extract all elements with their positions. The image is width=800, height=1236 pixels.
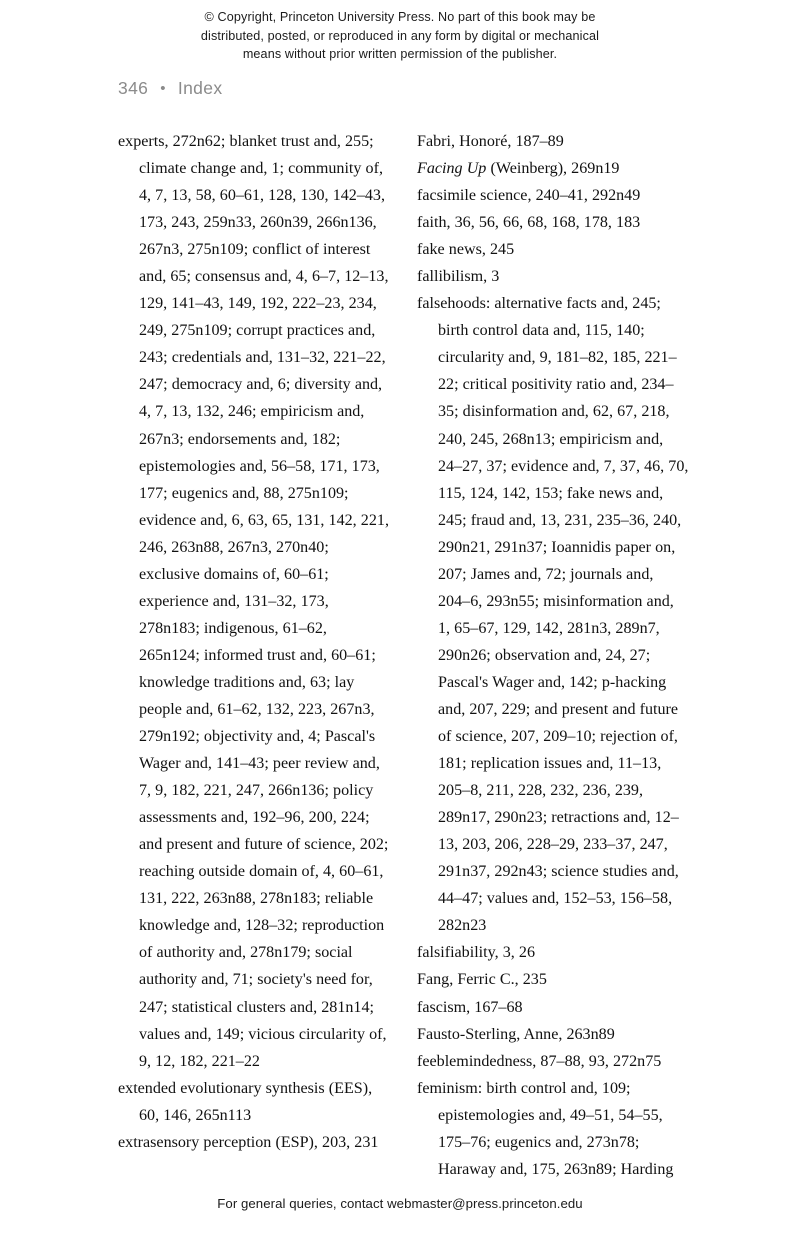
index-entry: Fang, Ferric C., 235: [417, 971, 547, 989]
index-entry: falsehoods: alternative facts and, 245; birth control data and, 115, 140; circularity and, 9, 181–82, 185, 221–22; critical positivity ratio and, 234–35; disinformation and, 62, 67, 218, 240, 245, 268n13; empiricism and, 24–27, 37; evidence and, 7, 37, 46, 70, 115, 124, 142, 153; fake news and, 245; fraud and, 13, 231, 235–36, 240, 290n21, 291n37; Ioannidis paper on, 207; James and, 72; journals and, 204–6, 293n55; misinformation and, 1, 65–67, 129, 142, 281n3, 289n7, 290n26; observation and, 24, 27; Pascal's Wager and, 142; p-hacking and, 207, 229; and present and future of science, 207, 209–10; rejection of, 181; replication issues and, 11–13, 205–8, 211, 228, 232, 236, 239, 289n17, 290n23; retractions and, 12–13, 203, 206, 228–29, 233–37, 247, 291n37, 292n43; science studies and, 44–47; values and, 152–53, 156–58, 282n23: [417, 295, 689, 935]
index-entry: Fabri, Honoré, 187–89: [417, 133, 564, 150]
index-entry: falsifiability, 3, 26: [417, 944, 536, 962]
page-section-label: Index: [177, 78, 223, 98]
index-column-left: [118, 128, 390, 1156]
index-entry: experts, 272n62; blanket trust and, 255; climate change and, 1; community of, 4, 7, 13, 58, 60–61, 128, 130, 142–43, 173, 243, 259n33, 260n39, 266n136, 267n3, 275n109; conflict of interest and, 65; consensus and, 4, 6–7, 12–13, 129, 141–43, 149, 192, 222–23, 234, 249, 275n109; corrupt practices and, 243; credentials and, 131–32, 221–22, 247; democracy and, 6; diversity and, 4, 7, 13, 132, 246; empiricism and, 267n3; endorsements and, 182; epistemologies and, 56–58, 171, 173, 177; eugenics and, 88, 275n109; evidence and, 6, 63, 65, 131, 142, 221, 246, 263n88, 267n3, 270n40; exclusive domains of, 60–61; experience and, 131–32, 173, 278n183; indigenous, 61–62, 265n124; informed trust and, 60–61; knowledge traditions and, 63; lay people and, 61–62, 132, 223, 267n3, 279n192; objectivity and, 4; Pascal's Wager and, 141–43; peer review and, 7, 9, 182, 221, 247, 266n136; policy assessments and, 192–96, 200, 224; and present and future of science, 202; reaching outside domain of, 4, 60–61, 131, 222, 263n88, 278n183; reliable knowledge and, 128–32; reproduction of authority and, 278n179; social authority and, 71; society's need for, 247; statistical clusters and, 281n14; values and, 149; vicious circularity of, 9, 12, 182, 221–22: [118, 133, 389, 1070]
copyright-notice-line-1: © Copyright, Princeton University Press. No part of this book may be: [204, 10, 596, 24]
index-entry: extrasensory perception (ESP), 203, 231: [118, 1133, 379, 1151]
page-number: 346: [118, 78, 149, 98]
index-entry: fallibilism, 3: [417, 268, 500, 286]
copyright-notice-line-2: distributed, posted, or reproduced in any form by digital or mechanical: [200, 28, 600, 43]
index-entry: Fausto-Sterling, Anne, 263n89: [417, 1025, 615, 1043]
copyright-notice-line-3: means without prior written permission of the publisher.: [242, 47, 558, 61]
index-column-right: [417, 128, 689, 1183]
index-entry: facsimile science, 240–41, 292n49: [417, 187, 641, 205]
running-head: [118, 78, 222, 99]
copyright-notice: [120, 8, 680, 64]
footer-notice: For general queries, contact webmaster@press.princeton.edu: [217, 1196, 583, 1211]
index-entry: Facing Up (Weinberg), 269n19: [417, 160, 620, 178]
index-entry: extended evolutionary synthesis (EES), 60, 146, 265n113: [118, 1079, 373, 1124]
index-entry: faith, 36, 56, 66, 68, 168, 178, 183: [417, 214, 641, 232]
index-entry: feeblemindedness, 87–88, 93, 272n75: [417, 1052, 662, 1070]
index-entry: feminism: birth control and, 109; epistemologies and, 49–51, 54–55, 175–76; eugenics and, 273n78; Haraway and, 175, 263n89; Harding: [417, 1079, 674, 1178]
index-entry: fascism, 167–68: [417, 998, 523, 1016]
running-head-separator: •: [160, 80, 166, 97]
index-entry: fake news, 245: [417, 241, 515, 259]
